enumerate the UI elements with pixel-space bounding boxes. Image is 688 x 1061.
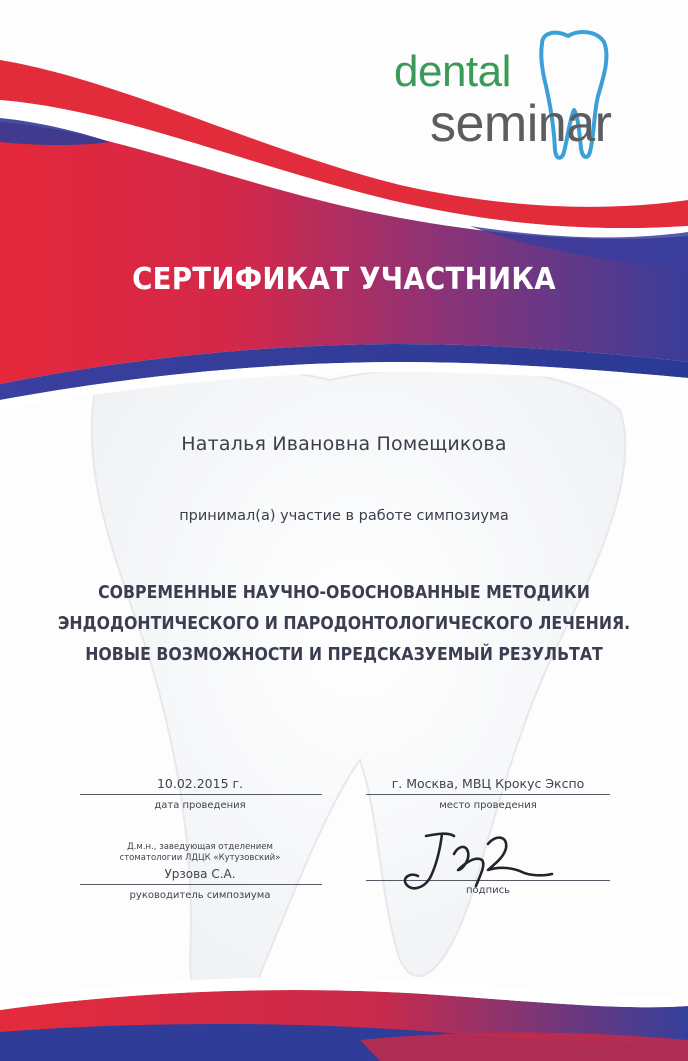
tooth-watermark	[92, 366, 626, 1021]
handwritten-signature	[396, 826, 566, 906]
topic-line-1: СОВРЕМЕННЫЕ НАУЧНО-ОБОСНОВАННЫЕ МЕТОДИКИ	[98, 583, 590, 603]
topic-line-2: ЭНДОДОНТИЧЕСКОГО И ПАРОДОНТОЛОГИЧЕСКОГО ЛЕЧЕНИЯ.	[57, 614, 631, 634]
leader-caption: руководитель симпозиума	[129, 890, 271, 901]
place-line	[366, 794, 610, 795]
leader-title-line-2: стоматологии ЛДЦК «Кутузовский»	[119, 853, 281, 863]
topic-line-3: НОВЫЕ ВОЗМОЖНОСТИ И ПРЕДСКАЗУЕМЫЙ РЕЗУЛЬТАТ	[85, 645, 603, 665]
event-date: 10.02.2015 г.	[156, 776, 244, 791]
place-caption: место проведения	[439, 800, 537, 811]
leader-title-line-1: Д.м.н., заведующая отделением	[127, 842, 273, 852]
certificate-title: СЕРТИФИКАТ УЧАСТНИКА	[132, 262, 556, 297]
participation-text: принимал(а) участие в работе симпозиума	[179, 508, 509, 524]
date-caption: дата проведения	[154, 800, 246, 811]
event-place: г. Москва, МВЦ Крокус Экспо	[391, 776, 585, 791]
signature-caption: подпись	[466, 885, 510, 896]
leader-line	[80, 884, 322, 885]
logo-text-dental: dental	[394, 47, 511, 96]
logo-text-seminar: seminar	[430, 95, 612, 153]
recipient-name: Наталья Ивановна Помещикова	[181, 433, 507, 455]
date-line	[80, 794, 322, 795]
leader-title	[80, 842, 320, 864]
leader-name: Урзова С.А.	[164, 867, 236, 881]
symposium-topic	[34, 578, 653, 671]
dental-seminar-logo	[384, 40, 684, 170]
